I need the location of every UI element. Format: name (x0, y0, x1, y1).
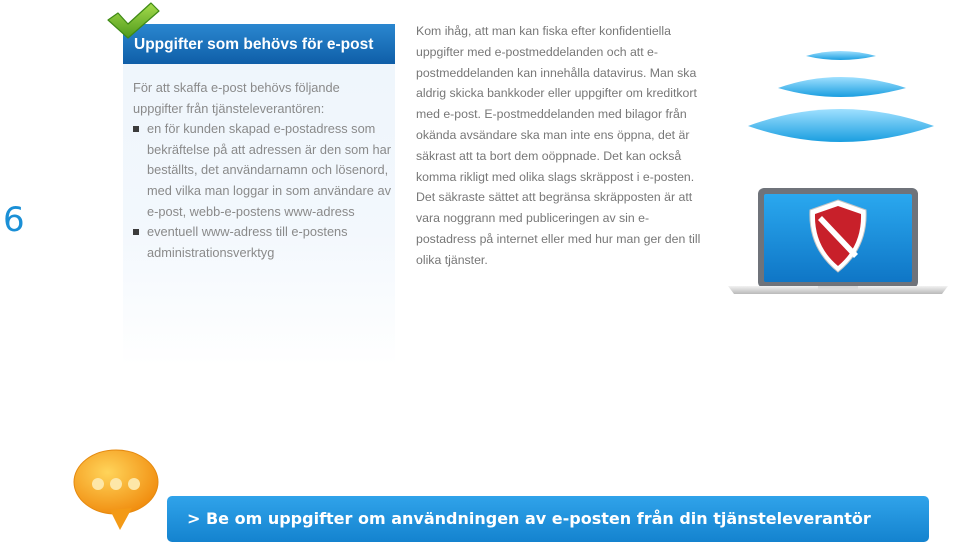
speech-bubble-icon (70, 446, 165, 531)
wifi-signal-icon (748, 51, 934, 142)
laptop-wifi-shield-illustration (722, 40, 952, 305)
list-item: en för kunden skapad e-postadress som bekräftelse på att adressen är den som har beställts, det användarnamn och lösenord, med vilka man loggar in som användare av e-post, webb-e-postens www-adress (133, 119, 393, 222)
requirements-list (133, 119, 393, 263)
info-panel-title: Uppgifter som behövs för e-post (134, 36, 374, 53)
tip-banner-text: > Be om uppgifter om användningen av e-posten från din tjänsteleverantör (187, 509, 871, 528)
main-paragraph: Kom ihåg, att man kan fiska efter konfidentiella uppgifter med e-postmeddelanden och att e-postmeddelanden kan innehålla datavirus. Man ska aldrig skicka bankkoder eller uppgifter om kreditkort med e-post. E-postmeddelanden med bilagor från okända avsändare ska man inte ens öppna, det är säkrast att ta bort dem oöppnade. Det kan också komma rikligt med olika slags skräppost i e-posten. Det säkraste sättet att begränsa skräpposten är att vara noggrann med publiceringen av sin e-postadress på internet eller med hur man ger den till olika tjänster. (416, 24, 701, 267)
info-panel-header (123, 24, 395, 64)
info-panel-intro: För att skaffa e-post behövs följande uppgifter från tjänsteleverantören: (133, 80, 340, 116)
list-item: eventuell www-adress till e-postens administrationsverktyg (133, 222, 393, 263)
info-panel-body (133, 78, 393, 263)
tip-banner (167, 496, 929, 542)
page-number: 6 (3, 200, 25, 240)
checkmark-icon (104, 0, 162, 42)
